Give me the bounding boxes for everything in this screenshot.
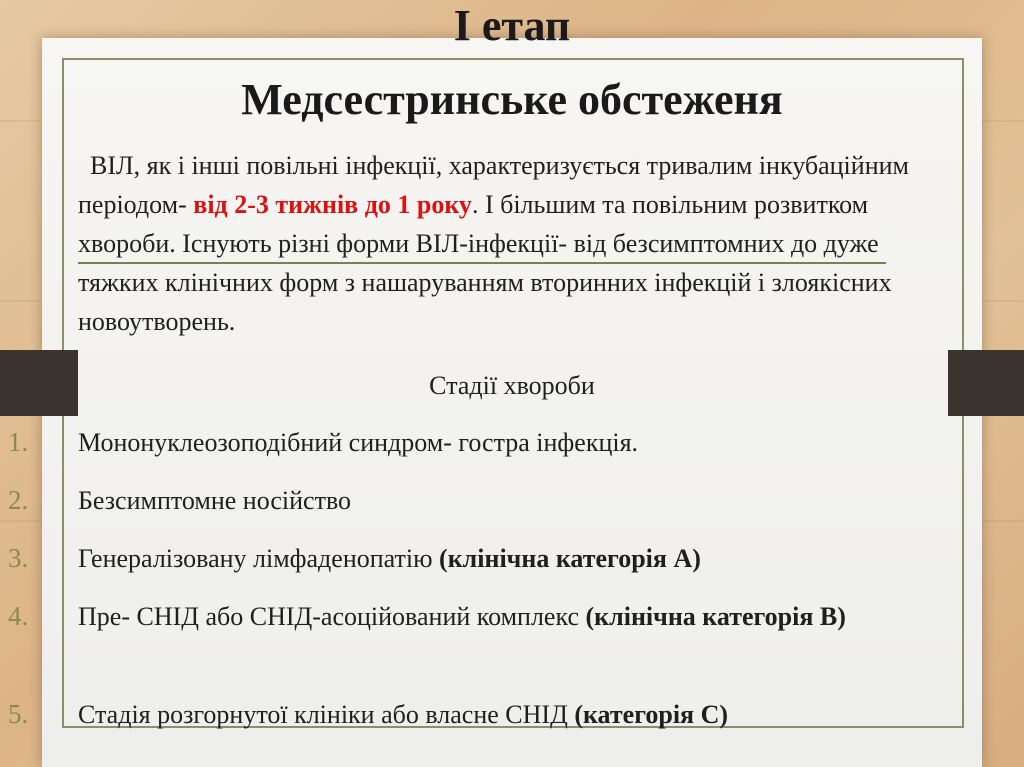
stage-text: [78, 424, 938, 461]
stage-text: [78, 482, 938, 519]
stage-label: Стадія розгорнутої клініки або власне СНІД: [78, 700, 575, 729]
intro-paragraph: [78, 146, 960, 341]
stage-label: Безсимптомне носійство: [78, 486, 352, 515]
stage-number: 4.: [8, 601, 29, 631]
intro-text-continued: . І більшим та повільним розвитком хвороби. Існують різні форми ВІЛ-інфекції- від безсимптомних до дуже тяжких клінічних форм з нашаруванням вторинних інфекцій і злоякісних новоутворень.: [78, 190, 892, 336]
slide-title-stage: І етап: [453, 1, 571, 50]
stage-category: (категорія С): [574, 700, 729, 729]
incubation-period-highlight: від 2-3 тижнів до 1 року: [193, 190, 472, 219]
stage-number: 3.: [8, 543, 29, 573]
stage-number: 2.: [8, 485, 29, 515]
stage-category: (клінічна категорія А): [439, 544, 701, 573]
stage-label: Пре- СНІД або СНІД-асоційований комплекс: [78, 602, 586, 631]
stages-heading: Стадії хвороби: [429, 371, 595, 400]
stage-text: [78, 598, 938, 635]
stage-label: Генералізовану лімфаденопатію: [78, 544, 440, 573]
stage-number: 5.: [8, 699, 29, 729]
intro-text: ВІЛ, як і інші повільні інфекції, характеризується тривалим інкубаційним періодом-: [78, 151, 909, 219]
stage-text: [78, 696, 938, 733]
slide-title-main: Медсестринське обстеженя: [241, 75, 783, 124]
stage-number: 1.: [8, 427, 29, 457]
stage-text: [78, 540, 938, 577]
stage-label: Мононуклеозоподібний синдром- гостра інфекція.: [78, 428, 639, 457]
divider-line: [78, 262, 886, 264]
stage-category: (клінічна категорія В): [585, 602, 846, 631]
